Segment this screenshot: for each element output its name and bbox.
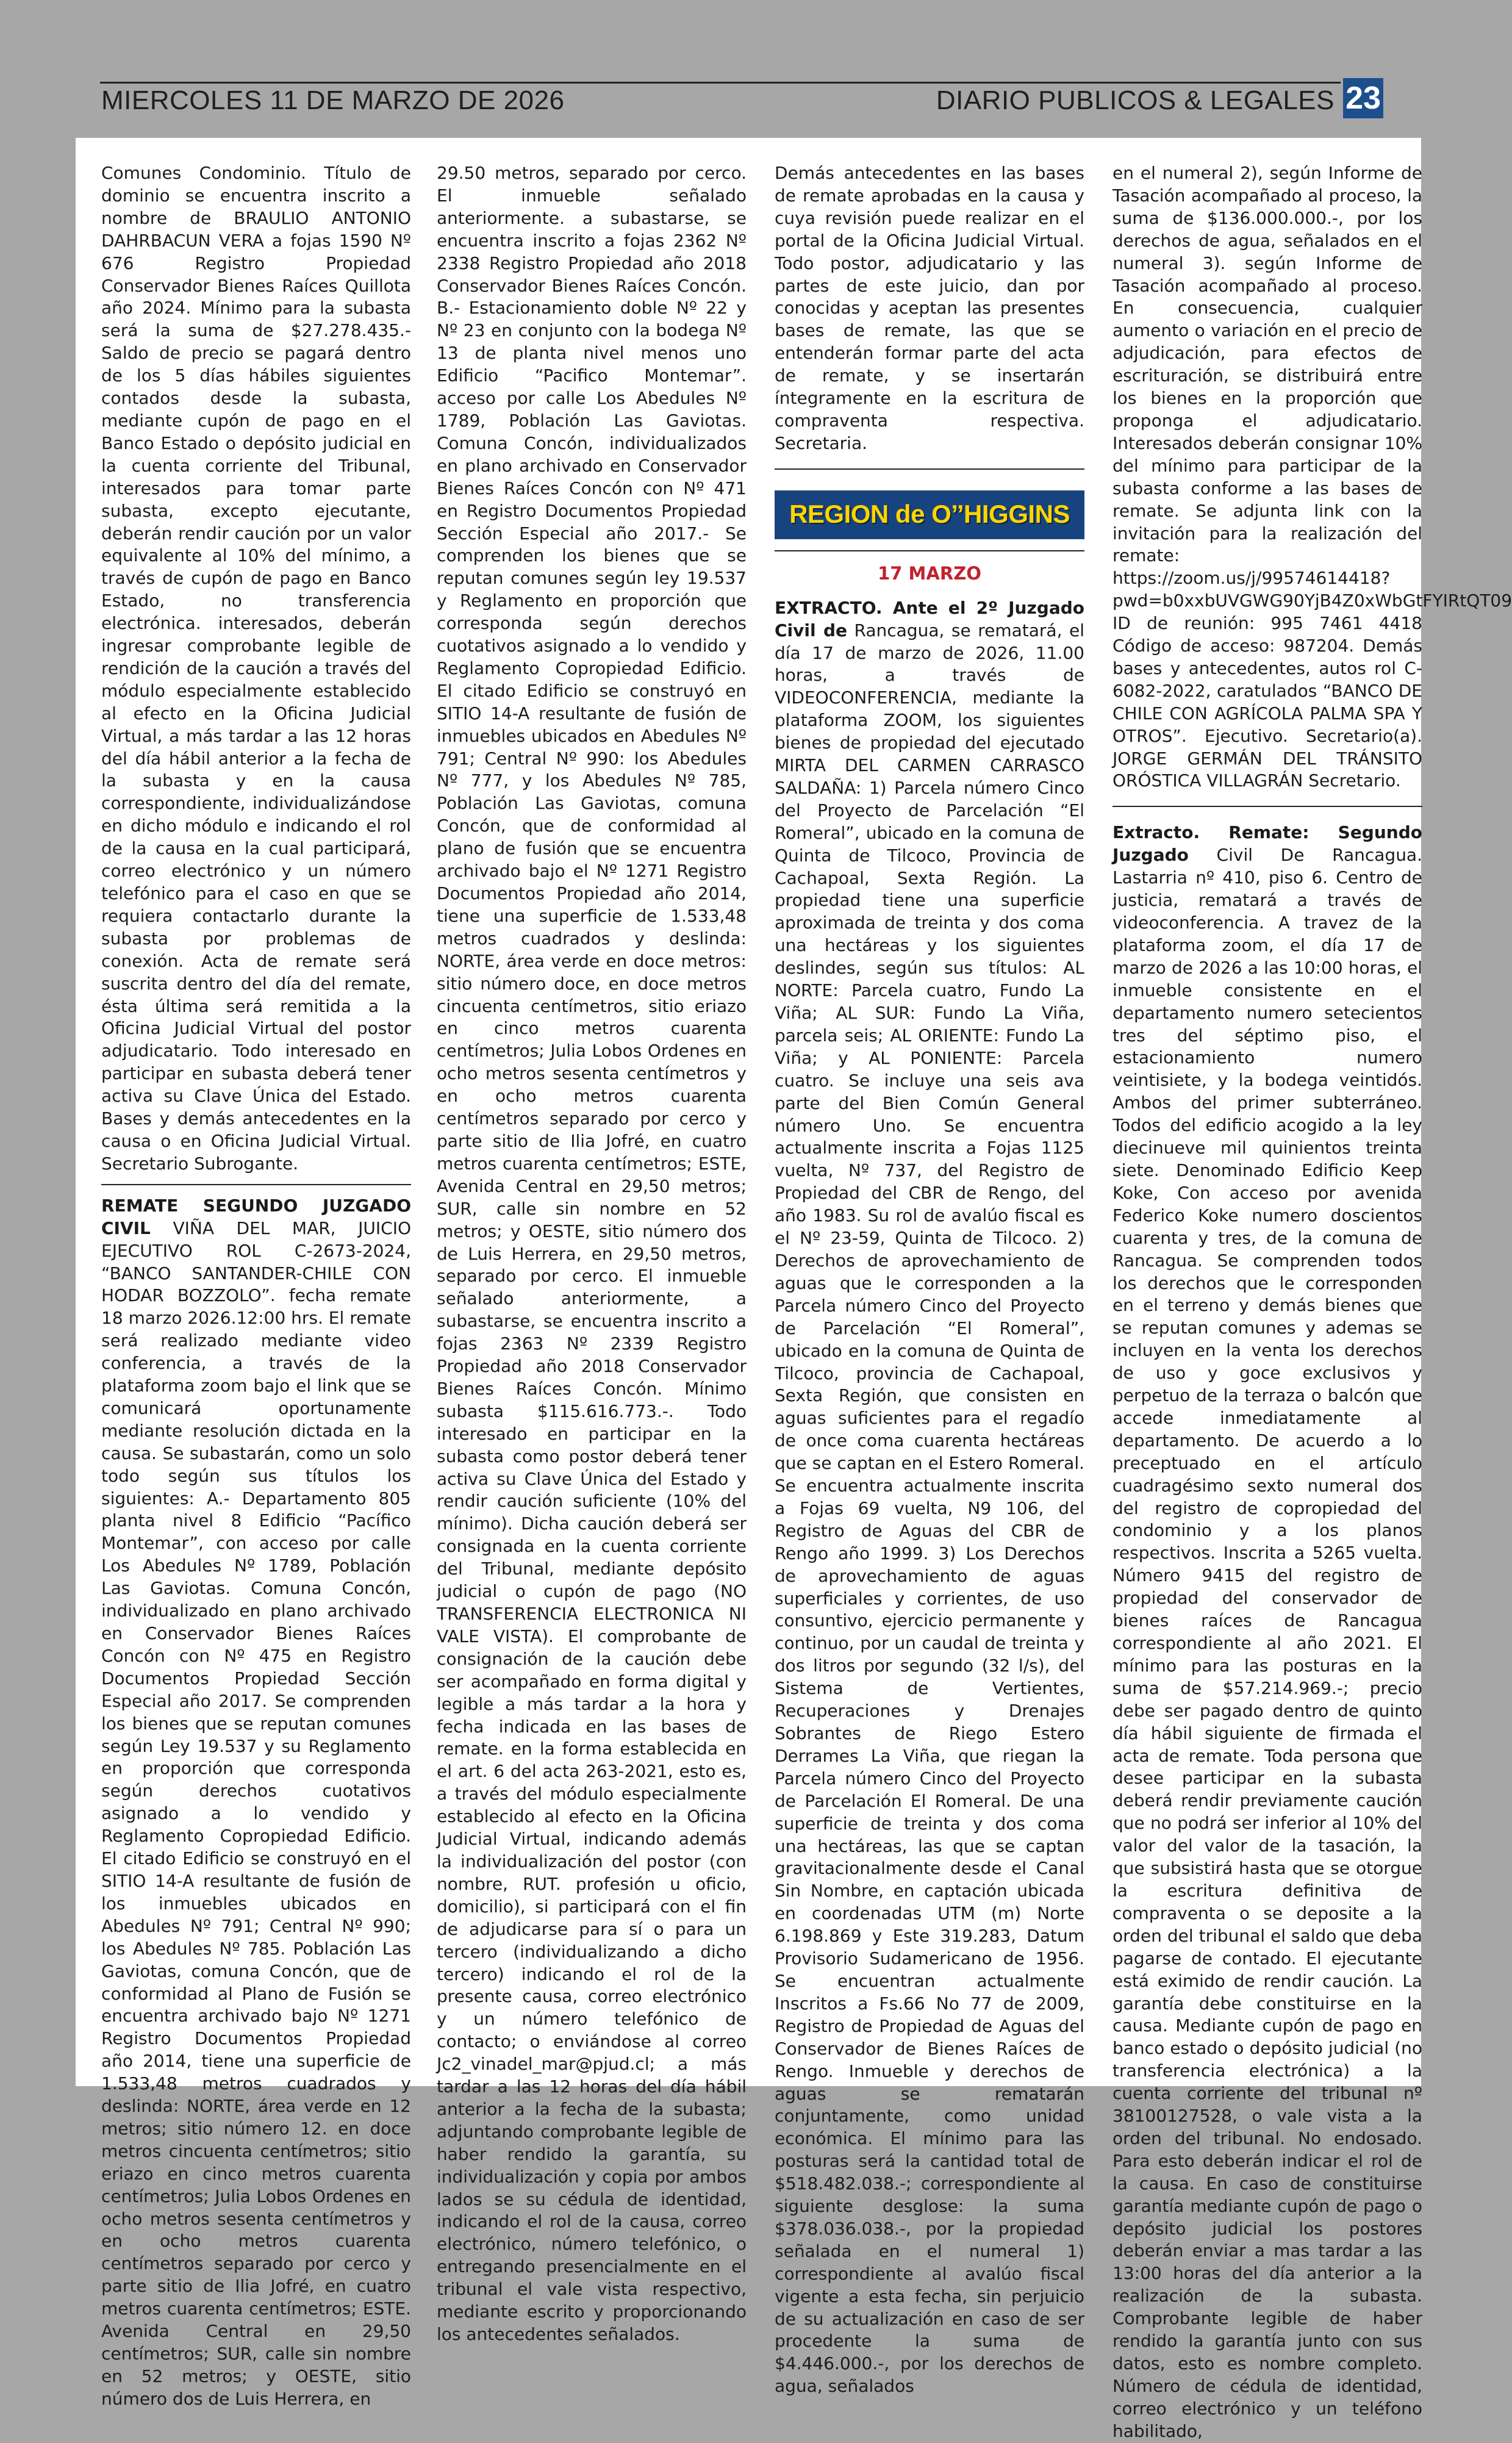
remate-continuation-text: 29.50 metros, separado por cerco. El inmueble señalado anteriormente. a subastarse, se encuentra inscrito a fojas 2362 Nº 2338 Registro Propiedad año 2018 Conservador Bienes Raíces Concón. B.- Estacionamiento doble Nº 22 y Nº 23 en conjunto con la bodega Nº 13 de planta nivel menos uno Edificio “Pacifico Montemar”. acceso por calle Los Abedules Nº 1789, Población Las Gaviotas. Comuna Concón, individualizados en plano archivado en Conservador Bienes Raíces Concón con Nº 471 en Registro Documentos Propiedad Sección Especial año 2017.- Se comprenden los bienes que se reputan comunes según ley 19.537 y Reglamento en proporción que corresponda según derechos cuotativos asignado a lo vendido y Reglamento Copropiedad Edificio. El citado Edificio se construyó en SITIO 14-A resultante de fusión de inmuebles ubicados en Abedules Nº 791; Central Nº 990: los Abedules Nº 777, y los Abedules Nº 785, Población Las Gaviotas, comuna Concón, que de conformidad al plano de fusión que se encuentra archivado bajo el Nº 1271 Registro Documentos Propiedad año 2014, tiene una superficie de 1.533,48 metros cuadrados y deslinda: NORTE, área verde en doce metros: sitio número doce, en doce metros cincuenta centímetros, sitio eriazo en cinco metros cuarenta centímetros; Julia Lobos Ordenes en ocho metros sesenta centímetros y en ocho metros cuarenta centímetros separado por cerco y parte sitio de Ilia Jofré, en cuatro metros cuarenta centímetros; ESTE, Avenida Central en 29,50 metros; SUR, calle sin nombre en 52 metros; y OESTE, sitio número dos de Luis Herrera, en 29,50 metros, separado por cerco. El inmueble señalado anteriormente, a subastarse, se encuentra inscrito a fojas 2363 Nº 2339 Registro Propiedad año 2018 Conservador Bienes Raíces Concón. Mínimo subasta $115.616.773.-. Todo interesado en participar en la subasta como postor deberá tener activa su Clave Única del Estado y rendir caución suficiente (10% del mínimo). Dicha caución deberá ser consignada en la cuenta corriente del Tribunal, mediante depósito judicial o cupón de pago (NO TRANSFERENCIA ELECTRONICA NI VALE VISTA). El comprobante de consignación de la caución debe ser acompañado en forma digital y legible a más tardar a la hora y fecha indicada en las bases de remate. en la forma establecida en el art. 6 del acta 263-2021, esto es, a través del módulo especialmente establecido al efecto en la Oficina Judicial Virtual, indicando además la individualización del postor (con nombre, RUT. profesión u oficio, domicilio), si participará con el fin de adjudicarse para sí o para un tercero (individualizando a dicho tercero) indicando el rol de la presente causa, correo electrónico y un número telefónico de contacto; o enviándose al correo Jc2_vinadel_mar@pjud.cl; a más tardar a las 12 horas del día hábil anterior a la fecha de la subasta; adjuntando comprobante legible de haber rendido la garantía, su individualización y copia por ambos lados se su cédula de identidad, indicando el rol de la causa, correo electrónico, número telefónico, o entregando presencialmente en el tribunal el vale vista respectivo, mediante escrito y proporcionando los antecedentes señalados. bbox=[437, 163, 747, 2344]
issue-date: MIERCOLES 11 DE MARZO DE 2026 bbox=[101, 85, 565, 115]
region-banner: REGION de O’’HIGGINS bbox=[775, 490, 1084, 539]
column-4 bbox=[1113, 162, 1512, 2443]
publication-name: DIARIO PUBLICOS & LEGALES bbox=[936, 85, 1335, 115]
extracto2-notice bbox=[1113, 822, 1422, 2442]
column-1 bbox=[101, 162, 411, 2411]
notice-continuation-text: Comunes Condominio. Título de dominio se encuentra inscrito a nombre de BRAULIO ANTONIO DAHRBACUN VERA a fojas 1590 Nº 676 Registro Propiedad Conservador Bienes Raíces Quillota año 2024. Mínimo para la subasta será la suma de $27.278.435.- Saldo de precio se pagará dentro de los 5 días hábiles siguientes contados desde la subasta, mediante cupón de pago en el Banco Estado o depósito judicial en la cuenta corriente del Tribunal, interesados para tomar parte subasta, excepto ejecutante, deberán rendir caución por un valor equivalente al 10% del mínimo, a través de cupón de pago en Banco Estado, no transferencia electrónica. interesados, deberán ingresar comprobante legible de rendición de la caución a través del módulo especialmente establecido al efecto en la Oficina Judicial Virtual, a más tardar a las 12 horas del día hábil anterior a la fecha de la subasta y en la causa correspondiente, individualizándose en dicho módulo e indicando el rol de la causa en la cual participará, correo electrónico y un número telefónico para el caso en que se requiera contactarlo durante la subasta por problemas de conexión. Acta de remate será suscrita dentro del día del remate, ésta última será remitida a la Oficina Judicial Virtual del postor adjudicatario. Todo interesado en participar en subasta deberá tener activa su Clave Única del Estado. Bases y demás antecedentes en la causa o en Oficina Judicial Virtual. Secretario Subrogante. bbox=[101, 163, 411, 1174]
notice-divider bbox=[775, 468, 1084, 470]
remate-text: VIÑA DEL MAR, JUICIO EJECUTIVO ROL C-2673-2024, “BANCO SANTANDER-CHILE CON HODAR BOZZOLO”. fecha remate 18 marzo 2026.12:00 hrs. El remate será realizado mediante video conferencia, a través de la plataforma zoom bajo el link que se comunicará oportunamente mediante resolución dictada en la causa. Se subastarán, como un solo todo según sus títulos los siguientes: A.- Departamento 805 planta nivel 8 Edificio “Pacífico Montemar”, con acceso por calle Los Abedules Nº 1789, Población Las Gaviotas. Comuna Concón, individualizado en plano archivado en Conservador Bienes Raíces Concón con Nº 475 en Registro Documentos Propiedad Sección Especial año 2017. Se comprenden los bienes que se reputan comunes según Ley 19.537 y su Reglamento en proporción que corresponda según derechos cuotativos asignado a lo vendido y Reglamento Copropiedad Edificio. El citado Edificio se construyó en el SITIO 14-A resultante de fusión de los inmuebles ubicados en Abedules Nº 791; Central Nº 990; los Abedules Nº 785. Población Las Gaviotas, comuna Concón, que de conformidad al Plano de Fusión se encuentra archivado bajo Nº 1271 Registro Documentos Propiedad año 2014, tiene una superficie de 1.533,48 metros cuadrados y deslinda: NORTE, área verde en 12 metros; sitio número 12. en doce metros cincuenta centímetros; sitio eriazo en cinco metros cuarenta centímetros; Julia Lobos Ordenes en ocho metros sesenta centímetros y en ocho metros cuarenta centímetros separado por cerco y parte sitio de Ilia Jofré, en cuatro metros cuarenta centímetros; ESTE. Avenida Central en 29,50 centímetros; SUR, calle sin nombre en 52 metros; y OESTE, sitio número dos de Luis Herrera, en bbox=[101, 1218, 411, 2409]
extracto2-heading: Extracto. Remate: Segundo Juzgado bbox=[1113, 822, 1422, 866]
notice-divider bbox=[101, 1184, 411, 1185]
remate-closing-text: Demás antecedentes en las bases de remate aprobadas en la causa y cuya revisión puede realizar en el portal de la Oficina Judicial Virtual. Todo postor, adjudicatario y las partes de este juicio, dan por conocidas y aceptan las presentes bases de remate, las que se entenderán formar parte del acta de remate, y se insertarán íntegramente en la escritura de compraventa respectiva. Secretaria. bbox=[775, 163, 1084, 453]
column-2 bbox=[437, 162, 747, 2346]
header-rule bbox=[100, 82, 1341, 84]
remate-heading: REMATE SEGUNDO JUZGADO CIVIL bbox=[101, 1195, 411, 1238]
extracto-heading: EXTRACTO. Ante el 2º Juzgado Civil de bbox=[775, 597, 1084, 640]
notice-divider bbox=[1113, 806, 1422, 807]
extracto-continuation-text: en el numeral 2), según Informe de Tasación acompañado al proceso, la suma de $136.000.000.-, por los derechos de agua, señalados en el numeral 3). según Informe de Tasación acompañado al proceso. En consecuencia, cualquier aumento o variación en el precio de adjudicación, para efectos de escrituración, se distribuirá entre los bienes en la proporción que proponga el adjudicatario. Interesados deberán consignar 10% del mínimo para participar de la subasta conforme a las bases de remate. Se adjunta link con la invitación para la realización del remate: https://zoom.us/j/99574614418?pwd=b0xxbUVGWG90YjB4Z0xWbGtFYIRtQT09 ID de reunión: 995 7461 4418 Código de acceso: 987204. Demás bases y antecedentes, autos rol C-6082-2022, caratulados “BANCO DE CHILE CON AGRÍCOLA PALMA SPA Y OTROS”. Ejecutivo. Secretario(a). JORGE GERMÁN DEL TRÁNSITO ORÓSTICA VILLAGRÁN Secretario. bbox=[1113, 163, 1512, 791]
page-body bbox=[76, 138, 1512, 2441]
extracto-text: Rancagua, se rematará, el día 17 de marzo de 2026, 11.00 horas, a través de VIDEOCONFERENCIA, mediante la plataforma ZOOM, los siguientes bienes de propiedad del ejecutado MIRTA DEL CARMEN CARRASCO SALDAÑA: 1) Parcela número Cinco del Proyecto de Parcelación “El Romeral”, ubicado en la comuna de Quinta de Tilcoco, Provincia de Cachapoal, Sexta Región. La propiedad tiene una superficie aproximada de treinta y dos coma una hectáreas y los siguientes deslindes, según sus títulos: AL NORTE: Parcela cuatro, Fundo La Viña; AL SUR: Fundo La Viña, parcela seis; AL ORIENTE: Fundo La Viña; y AL PONIENTE: Parcela cuatro. Se incluye una seis ava parte del Bien Común General número Uno. Se encuentra actualmente inscrita a Fojas 1125 vuelta, Nº 737, del Registro de Propiedad del CBR de Rengo, del año 1983. Su rol de avalúo fiscal es el Nº 23-59, Quinta de Tilcoco. 2) Derechos de aprovechamiento de aguas que le corresponden a la Parcela número Cinco del Proyecto de Parcelación “El Romeral”, ubicado en la comuna de Quinta de Tilcoco, provincia de Cachapoal, Sexta Región, que consisten en aguas suficientes para el regadío de once coma cuarenta hectáreas que se captan en el Estero Romeral. Se encuentra actualmente inscrita a Fojas 69 vuelta, N9 106, del Registro de Aguas del CBR de Rengo año 1999. 3) Los Derechos de aprovechamiento de aguas superficiales y corrientes, de uso consuntivo, ejercicio permanente y continuo, por un caudal de treinta y dos litros por segundo (32 l/s), del Sistema de Vertientes, Recuperaciones y Drenajes Sobrantes de Riego Estero Derrames La Viña, que riegan la Parcela número Cinco del Proyecto de Parcelación El Romeral. De una superficie de treinta y dos coma una hectáreas, las que se captan gravitacionalmente desde el Canal Sin Nombre, en captación ubicada en coordenadas UTM (m) Norte 6.198.869 y Este 319.283, Datum Provisorio Sudamericano de 1956. Se encuentran actualmente Inscritos a Fs.66 No 77 de 2009, Registro de Propiedad de Aguas del Conservador de Bienes Raíces de Rengo. Inmueble y derechos de aguas se rematarán conjuntamente, como unidad económica. El mínimo para las posturas será la cantidad total de $518.482.038.-; correspondiente al siguiente desglose: la suma $378.036.038.-, por la propiedad señalada en el numeral 1) correspondiente al avalúo fiscal vigente a esta fecha, sin perjuicio de su actualización en caso de ser procedente la suma de $4.446.000.-, por los derechos de agua, señalados bbox=[775, 620, 1085, 2397]
region-divider bbox=[775, 550, 1084, 551]
column-3 bbox=[775, 162, 1084, 2398]
page-number: 23 bbox=[1343, 78, 1383, 118]
extracto-notice bbox=[775, 597, 1084, 2398]
section-date: 17 MARZO bbox=[878, 562, 981, 584]
remate-notice bbox=[101, 1195, 411, 2411]
extracto2-text: Civil De Rancagua. Lastarria nº 410, piso 6. Centro de justicia, rematará a través de videoconferencia. A travez de la plataforma zoom, el día 17 de marzo de 2026 a las 10:00 horas, el inmueble consistente en el departamento numero setecientos tres del séptimo piso, el estacionamiento numero veintisiete, y la bodega veintidós. Ambos del primer subterráneo. Todos del edificio acogido a la ley diecinueve mil quinientos treinta siete. Denominado Edificio Keep Koke, Con acceso por avenida Federico Koke numero doscientos cuarenta y tres, de la comuna de Rancagua. Se comprenden todos los derechos que le corresponden en el terreno y demás bienes que se reputan comunes y ademas se incluyen en la venta los derechos de uso y goce exclusivos y perpetuo de la terraza o balcón que accede inmediatamente al departamento. De acuerdo a lo preceptuado en el artículo cuadragésimo sexto numeral dos del registro de copropiedad del condominio y a los planos respectivos. Inscrita a 5265 vuelta. Número 9415 del registro de propiedad del conservador de bienes raíces de Rancagua correspondiente al año 2021. El mínimo para las posturas en la suma de $57.214.969.-; precio debe ser pagado dentro de quinto día hábil siguiente de firmada el acta de remate. Toda persona que desee participar en la subasta deberá rendir previamente caución que no podrá ser inferior al 10% del valor del valor de la tasación, la que subsistirá hasta que se otorgue la escritura definitiva de compraventa o se deposite a la orden del tribunal el saldo que deba pagarse de contado. El ejecutante está eximido de rendir caución. La garantía debe constituirse en la causa. Mediante cupón de pago en banco estado o depósito judicial (no transferencia electrónica) a la cuenta corriente del tribunal nº 38100127528, o vale vista a la orden del tribunal. No endosado. Para esto deberán indicar el rol de la causa. En caso de constituirse garantía mediante cupón de pago o depósito judicial los postores deberán enviar a mas tardar a las 13:00 horas del día anterior a la realización de la subasta. Comprobante legible de haber rendido la garantía junto con sus datos, esto es nombre completo. Número de cédula de identidad, correo electrónico y un teléfono habilitado, bbox=[1113, 845, 1422, 2441]
page-header bbox=[100, 78, 1383, 121]
